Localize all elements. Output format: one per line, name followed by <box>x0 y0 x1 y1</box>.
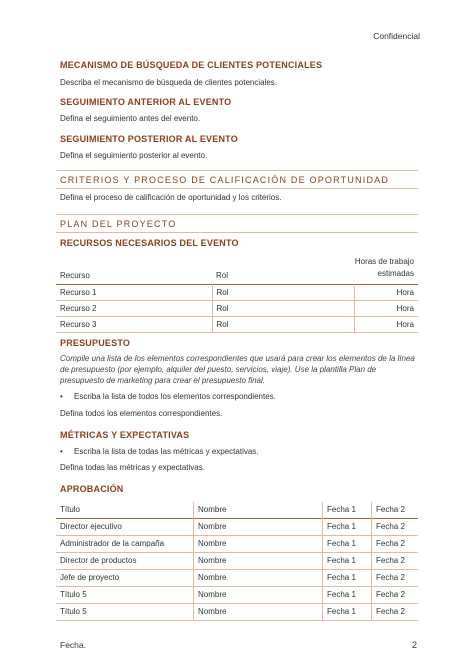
table-row <box>56 301 418 317</box>
fecha2-cell: Fecha 2 <box>376 573 405 582</box>
nombre-cell: Nombre <box>194 518 323 535</box>
horas-cell: Hora <box>396 320 414 329</box>
horas-header-line1: Horas de trabajo <box>354 257 414 266</box>
fecha1-cell: Fecha 1 <box>323 552 372 569</box>
fecha1-cell: Fecha 1 <box>323 535 372 552</box>
presupuesto-bullet-text: Escriba la lista de todos los elementos correspondientes. <box>74 392 276 401</box>
section-title-presupuesto: PRESUPUESTO <box>60 338 131 348</box>
presupuesto-text: Defina todos los elementos correspondientes. <box>60 409 223 418</box>
section-divider <box>56 170 418 171</box>
titulo-cell: Jefe de proyecto <box>56 569 194 586</box>
fecha2-cell: Fecha 2 <box>376 590 405 599</box>
seguimiento-anterior-text: Defina el seguimiento antes del evento. <box>60 114 201 123</box>
section-title-metricas: MÉTRICAS Y EXPECTATIVAS <box>60 430 190 440</box>
recurso-cell: Recurso 1 <box>56 285 212 301</box>
rol-cell: Rol <box>212 317 354 333</box>
fecha1-cell: Fecha 1 <box>323 603 372 620</box>
horas-header-line2: estimadas <box>377 269 414 278</box>
bullet-icon: • <box>60 392 63 401</box>
fecha1-cell: Fecha 1 <box>323 518 372 535</box>
fecha2-cell: Fecha 2 <box>376 607 405 616</box>
section-divider <box>56 214 418 215</box>
titulo-cell: Título 5 <box>56 586 194 603</box>
table-row <box>56 603 418 620</box>
metricas-text: Defina todas las métricas y expectativas. <box>60 463 205 472</box>
column-header-rol: Rol <box>216 271 229 280</box>
presupuesto-instructions: Compile una lista de los elementos correspondientes que usará para crear los elementos de la línea de presupuesto (por ejemplo, alquiler del puesto, servicios, viaje). Use la plantilla Plan de presupuesto de marketing para crear el presupuesto final. <box>60 354 415 385</box>
section-title-mecanismo: MECANISMO DE BÚSQUEDA DE CLIENTES POTENCIALES <box>60 60 323 70</box>
table-row <box>56 535 418 552</box>
fecha1-cell: Fecha 1 <box>323 586 372 603</box>
seguimiento-posterior-text: Defina el seguimiento posterior al evento. <box>60 151 208 160</box>
table-row <box>56 569 418 586</box>
section-title-aprobacion: APROBACIÓN <box>60 484 124 494</box>
fecha2-cell: Fecha 2 <box>376 556 405 565</box>
aprobacion-table <box>56 502 418 621</box>
table-row <box>56 518 418 535</box>
footer-date: Fecha. <box>60 640 86 650</box>
nombre-cell: Nombre <box>194 569 323 586</box>
fecha2-cell: Fecha 2 <box>376 522 405 531</box>
fecha1-cell: Fecha 1 <box>323 569 372 586</box>
page-number: 2 <box>411 640 417 650</box>
nombre-cell: Nombre <box>194 535 323 552</box>
column-header-horas <box>354 256 418 285</box>
recurso-cell: Recurso 3 <box>56 317 212 333</box>
confidential-label: Confidencial <box>373 31 420 41</box>
recurso-cell: Recurso 2 <box>56 301 212 317</box>
titulo-cell: Administrador de la campaña <box>56 535 194 552</box>
rol-cell: Rol <box>212 301 354 317</box>
mecanismo-text: Describa el mecanismo de búsqueda de clientes potenciales. <box>60 78 278 87</box>
table-header-row <box>56 502 418 518</box>
nombre-cell: Nombre <box>194 603 323 620</box>
presupuesto-bullet <box>60 392 276 401</box>
table-row <box>56 285 418 301</box>
column-header-fecha2: Fecha 2 <box>376 505 405 515</box>
metricas-bullet <box>60 447 259 456</box>
nombre-cell: Nombre <box>194 586 323 603</box>
criterios-text: Defina el proceso de calificación de oportunidad y los criterios. <box>60 193 282 202</box>
titulo-cell: Título 5 <box>56 603 194 620</box>
titulo-cell: Director de productos <box>56 552 194 569</box>
horas-cell: Hora <box>396 304 414 313</box>
section-title-recursos: RECURSOS NECESARIOS DEL EVENTO <box>60 238 239 248</box>
column-header-nombre: Nombre <box>194 502 323 518</box>
titulo-cell: Director ejecutivo <box>56 518 194 535</box>
section-title-seguimiento-posterior: SEGUIMIENTO POSTERIOR AL EVENTO <box>60 134 238 144</box>
section-title-seguimiento-anterior: SEGUIMIENTO ANTERIOR AL EVENTO <box>60 97 232 107</box>
section-title-plan: PLAN DEL PROYECTO <box>60 219 177 229</box>
section-title-criterios: CRITERIOS Y PROCESO DE CALIFICACIÓN DE OPORTUNIDAD <box>60 175 390 185</box>
section-divider <box>56 232 418 233</box>
table-header-row <box>56 256 418 285</box>
section-divider <box>56 188 418 189</box>
metricas-bullet-text: Escriba la lista de todas las métricas y expectativas. <box>74 447 259 456</box>
column-header-recurso: Recurso <box>60 271 90 280</box>
table-row <box>56 317 418 333</box>
fecha2-cell: Fecha 2 <box>376 539 405 548</box>
table-row <box>56 552 418 569</box>
nombre-cell: Nombre <box>194 552 323 569</box>
table-row <box>56 586 418 603</box>
column-header-fecha1: Fecha 1 <box>323 502 372 518</box>
column-header-titulo: Título <box>56 502 194 518</box>
horas-cell: Hora <box>396 288 414 297</box>
recursos-table <box>56 256 418 333</box>
bullet-icon: • <box>60 447 63 456</box>
rol-cell: Rol <box>212 285 354 301</box>
